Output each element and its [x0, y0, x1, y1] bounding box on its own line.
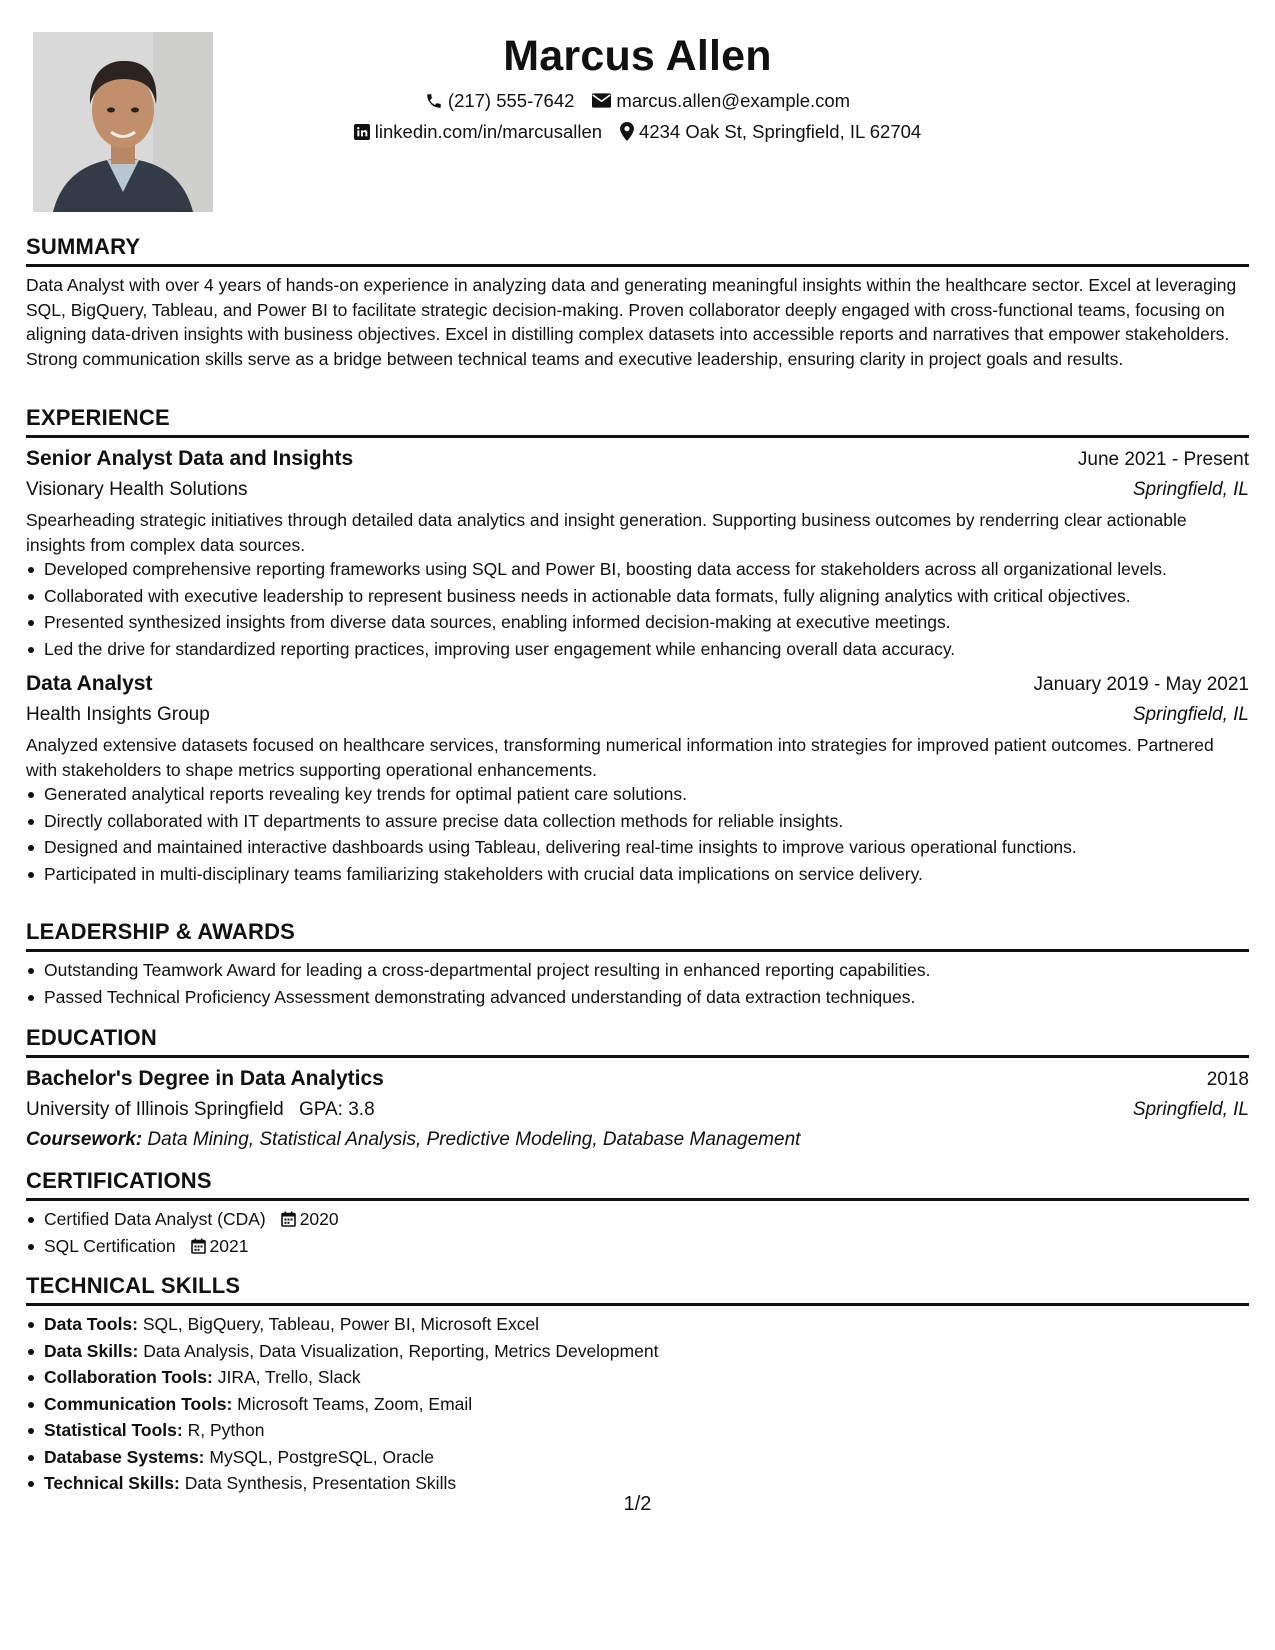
job-company: Health Insights Group [26, 704, 210, 725]
job-description: Analyzed extensive datasets focused on healthcare services, transforming numerical information into strategies for improved patient outcomes. Partnered with stakeholders to shape metrics supporting operational enhancements. [26, 735, 1214, 780]
list-item [26, 1471, 1249, 1496]
skill-label: Collaboration Tools: [44, 1367, 213, 1387]
job-location: Springfield, IL [1132, 704, 1249, 725]
skill-label: Data Skills: [44, 1340, 139, 1361]
school-info [26, 1095, 375, 1125]
job-bullets [26, 782, 1249, 886]
education-title: EDUCATION [26, 1025, 157, 1050]
list-item: Generated analytical reports revealing key trends for optimal patient care solutions. [26, 782, 1249, 807]
linkedin-contact[interactable] [354, 116, 602, 147]
address-contact [620, 116, 921, 147]
job-dates: June 2021 - Present [1077, 449, 1249, 470]
calendar-icon [191, 1238, 206, 1254]
gpa: GPA: 3.8 [298, 1099, 375, 1120]
skill-value: R, Python [187, 1420, 265, 1440]
certifications-title: CERTIFICATIONS [26, 1168, 212, 1193]
skill-label: Data Tools: [44, 1314, 138, 1334]
certification-name: Certified Data Analyst (CDA) [44, 1209, 266, 1229]
summary-text: Data Analyst with over 4 years of hands-on experience in analyzing data and generating meaningful insights within the healthcare sector. Excel at leveraging SQL, BigQuery, Tableau, and Power BI to facilitate strategic decision-making. Proven collaborator deeply engaged with cross-functional teams, focusing on aligning data-driven insights with business objectives. Excel in distilling complex datasets into accessible reports and narratives that empower stakeholders. Strong communication skills serve as a bridge between technical teams and executive leadership, ensuring clarity in project goals and results. [26, 275, 1237, 369]
list-item: Collaborated with executive leadership to represent business needs in actionable data formats, fully aligning analytics with critical objectives. [26, 584, 1249, 609]
degree: Bachelor's Degree in Data Analytics [26, 1067, 384, 1090]
address-text: 4234 Oak St, Springfield, IL 62704 [639, 121, 922, 142]
school-name: University of Illinois Springfield [26, 1099, 284, 1120]
page-number: 1/2 [623, 1493, 652, 1515]
list-item [26, 1207, 1249, 1232]
skill-label: Database Systems: [44, 1446, 205, 1467]
section-divider [26, 949, 1249, 952]
job-entry [26, 444, 1249, 661]
skill-value: Data Analysis, Data Visualization, Reporting, Metrics Development [143, 1340, 659, 1361]
list-item [26, 1392, 1249, 1417]
candidate-name: Marcus Allen [503, 32, 772, 80]
list-item: Led the drive for standardized reporting practices, improving user engagement while enhancing overall data accuracy. [26, 637, 1249, 662]
job-entry [26, 669, 1249, 886]
email-contact[interactable] [592, 85, 850, 116]
list-item [26, 1445, 1249, 1470]
envelope-icon [592, 93, 611, 108]
skill-label: Statistical Tools: [44, 1420, 183, 1440]
coursework-list: Data Mining, Statistical Analysis, Predictive Modeling, Database Management [147, 1129, 801, 1150]
experience-section [26, 404, 1249, 888]
skills-list [26, 1312, 1249, 1496]
certifications-list [26, 1207, 1249, 1258]
school-location: Springfield, IL [1132, 1099, 1249, 1120]
skill-value: MySQL, PostgreSQL, Oracle [209, 1446, 435, 1467]
job-location: Springfield, IL [1132, 479, 1249, 500]
section-divider [26, 1198, 1249, 1201]
list-item [26, 1418, 1249, 1443]
leadership-title: LEADERSHIP & AWARDS [26, 919, 296, 944]
list-item [26, 1339, 1249, 1364]
skill-label: Technical Skills: [44, 1473, 180, 1493]
phone-contact[interactable] [425, 85, 575, 116]
job-description: Spearheading strategic initiatives through detailed data analytics and insight generation. Supporting business outcomes by renderring clear actionable insights from complex data sources. [26, 510, 1187, 555]
email-text: marcus.allen@example.com [616, 90, 851, 111]
section-divider [26, 1055, 1249, 1058]
list-item [26, 1312, 1249, 1337]
linkedin-text: linkedin.com/in/marcusallen [374, 121, 603, 142]
skill-value: Microsoft Teams, Zoom, Email [237, 1393, 473, 1414]
skill-value: SQL, BigQuery, Tableau, Power BI, Microsoft Excel [142, 1314, 540, 1334]
skills-section [26, 1272, 1249, 1498]
job-bullets [26, 557, 1249, 661]
certification-year: 2021 [209, 1235, 249, 1256]
list-item [26, 1234, 1249, 1259]
summary-section [26, 233, 1249, 371]
certification-name: SQL Certification [44, 1235, 176, 1256]
certification-year: 2020 [299, 1209, 339, 1229]
skill-value: JIRA, Trello, Slack [217, 1367, 361, 1387]
job-company: Visionary Health Solutions [26, 479, 248, 500]
list-item: Outstanding Teamwork Award for leading a cross-departmental project resulting in enhanced reporting capabilities. [26, 958, 1249, 983]
coursework-label: Coursework: [26, 1129, 143, 1150]
job-dates: January 2019 - May 2021 [1033, 674, 1249, 695]
leadership-list [26, 958, 1249, 1009]
section-divider [26, 435, 1249, 438]
phone-icon [425, 92, 443, 110]
job-role: Data Analyst [26, 672, 153, 695]
list-item: Designed and maintained interactive dashboards using Tableau, delivering real-time insights to improve various operational functions. [26, 835, 1249, 860]
calendar-icon [281, 1211, 296, 1227]
skill-value: Data Synthesis, Presentation Skills [184, 1473, 457, 1493]
list-item: Passed Technical Proficiency Assessment demonstrating advanced understanding of data extraction techniques. [26, 985, 1249, 1010]
list-item: Directly collaborated with IT departments to assure precise data collection methods for reliable insights. [26, 809, 1249, 834]
graduation-year: 2018 [1206, 1069, 1249, 1090]
list-item: Developed comprehensive reporting frameworks using SQL and Power BI, boosting data access for stakeholders across all organizational levels. [26, 557, 1249, 582]
section-divider [26, 264, 1249, 267]
list-item: Presented synthesized insights from diverse data sources, enabling informed decision-making at executive meetings. [26, 610, 1249, 635]
summary-title: SUMMARY [26, 234, 141, 259]
resume-page [26, 30, 1249, 1493]
profile-photo [33, 32, 213, 212]
job-role: Senior Analyst Data and Insights [26, 447, 354, 470]
list-item [26, 1365, 1249, 1390]
linkedin-icon [354, 124, 370, 140]
skills-title: TECHNICAL SKILLS [26, 1273, 241, 1298]
phone-text: (217) 555-7642 [447, 90, 575, 111]
section-divider [26, 1303, 1249, 1306]
certifications-section [26, 1167, 1249, 1260]
map-pin-icon [620, 122, 634, 141]
skill-label: Communication Tools: [44, 1393, 233, 1414]
list-item: Participated in multi-disciplinary teams familiarizing stakeholders with crucial data implications on service delivery. [26, 862, 1249, 887]
experience-title: EXPERIENCE [26, 405, 170, 430]
coursework [26, 1125, 1249, 1155]
education-section [26, 1024, 1249, 1155]
leadership-section [26, 918, 1249, 1011]
